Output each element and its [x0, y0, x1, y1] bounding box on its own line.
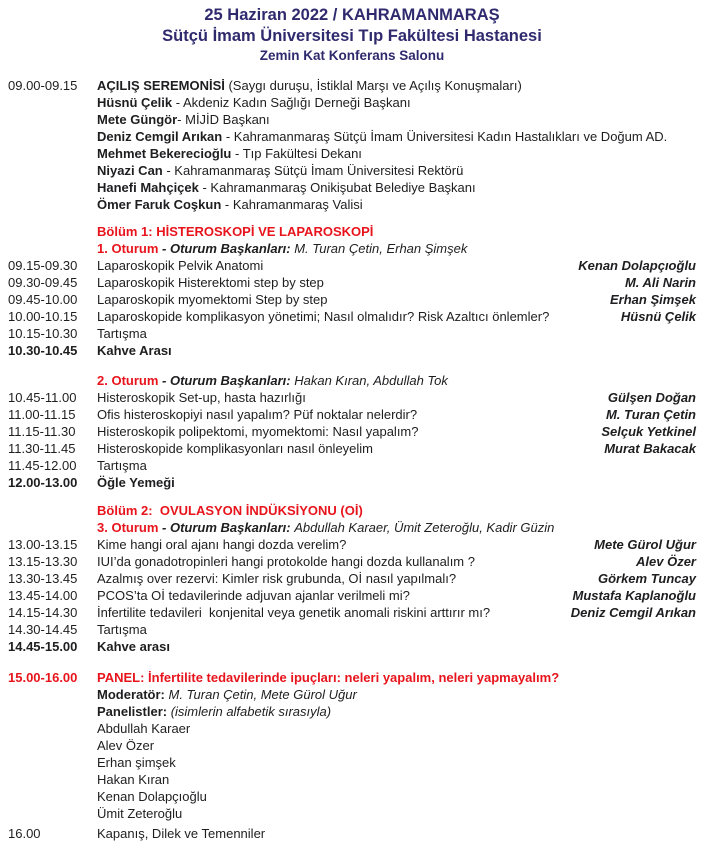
section-title: Bölüm 2: OVULASYON İNDÜKSİYONU (Oİ)	[97, 503, 363, 518]
moderator-line	[97, 686, 696, 703]
break-title: Kahve arası	[97, 639, 170, 654]
speaker-name: Mustafa Kaplanoğlu	[572, 588, 696, 603]
session-header-row	[8, 372, 696, 389]
break-title: Öğle Yemeği	[97, 475, 175, 490]
talk-title: Laparoskopik Histerektomi step by step	[97, 275, 324, 290]
program-row	[8, 94, 696, 111]
program-row	[8, 111, 696, 128]
talk-title: IUI’da gonadotropinleri hangi protokolde hangi dozda kullanalım ?	[97, 554, 475, 569]
time-slot: 11.45-12.00	[8, 458, 77, 473]
program-header	[8, 5, 696, 65]
talk-title: Azalmış over rezervi: Kimler risk grubunda, Oİ nasıl yapılmalı?	[97, 571, 457, 586]
time-slot: 09.45-10.00	[8, 292, 78, 307]
panel-header-row	[8, 669, 696, 686]
program-row	[8, 423, 696, 440]
session-chairs-label: - Oturum Başkanları:	[158, 520, 295, 535]
panelist-row	[8, 805, 696, 822]
time-slot: 12.00-13.00	[8, 475, 78, 490]
program-row	[8, 825, 696, 842]
opening-ceremony-block	[8, 77, 696, 213]
person-name: Mehmet Bekerecioğlu	[97, 146, 232, 161]
person-name: Hüsnü Çelik	[97, 95, 173, 110]
program-row	[8, 440, 696, 457]
time-slot: 13.45-14.00	[8, 588, 78, 603]
closing-block	[8, 825, 696, 842]
talk-title: İnfertilite tedavileri konjenital veya genetik anomali riskini arttırır mı?	[97, 605, 491, 620]
speaker-name: Murat Bakacak	[604, 441, 696, 456]
moderator-row	[8, 686, 696, 703]
person-line	[97, 111, 696, 128]
person-name: Mete Güngör	[97, 112, 178, 127]
speaker-name: M. Ali Narin	[624, 275, 696, 290]
person-role: - Akdeniz Kadın Sağlığı Derneği Başkanı	[172, 95, 411, 110]
time-slot: 13.00-13.15	[8, 537, 78, 552]
session-chairs: Hakan Kıran, Abdullah Tok	[294, 373, 448, 388]
person-line	[97, 94, 696, 111]
session-header	[97, 240, 696, 257]
talk-title: Ofis histeroskopiyi nasıl yapalım? Püf noktalar nelerdir?	[97, 407, 418, 422]
person-role: - Kahramanmaraş Onikişubat Belediye Başkanı	[198, 180, 476, 195]
panel-block	[8, 669, 696, 822]
person-role: - Kahramanmaraş Valisi	[221, 197, 363, 212]
panelists-line	[97, 703, 696, 720]
person-role: - Kahramanmaraş Sütçü İmam Üniversitesi Rektörü	[162, 163, 464, 178]
program-row	[8, 257, 696, 274]
talk-title: Laparoskopide komplikasyon yönetimi; Nasıl olmalıdır? Risk Azaltıcı önlemler?	[97, 309, 550, 324]
opening-ceremony-title: AÇILIŞ SEREMONİSİ	[97, 78, 225, 93]
program-row	[8, 179, 696, 196]
talk-title: Laparoskopik Pelvik Anatomi	[97, 258, 264, 273]
program-row	[8, 621, 696, 638]
panelists-header-row	[8, 703, 696, 720]
speaker-name: Hüsnü Çelik	[620, 309, 696, 324]
person-name: Hanefi Mahçiçek	[97, 180, 199, 195]
panelist-name: Alev Özer	[97, 738, 155, 753]
time-slot: 16.00	[8, 826, 41, 841]
program-row	[8, 406, 696, 423]
person-line	[97, 162, 696, 179]
time-slot: 14.15-14.30	[8, 605, 78, 620]
program-row	[8, 536, 696, 553]
break-row	[8, 638, 696, 655]
program-venue: Sütçü İmam Üniversitesi Tıp Fakültesi Hastanesi	[162, 27, 542, 45]
speaker-name: Selçuk Yetkinel	[601, 424, 696, 439]
session-label: 2. Oturum	[97, 373, 159, 388]
time-slot: 09.30-09.45	[8, 275, 78, 290]
person-name: Niyazi Can	[97, 163, 163, 178]
program-row	[8, 457, 696, 474]
moderator-label: Moderatör:	[97, 687, 169, 702]
program-row	[8, 145, 696, 162]
speaker-name: Erhan Şimşek	[610, 292, 696, 307]
person-line	[97, 196, 696, 213]
person-role: - Tıp Fakültesi Dekanı	[231, 146, 362, 161]
talk-title: Histeroskopik polipektomi, myomektomi: Nasıl yapalım?	[97, 424, 419, 439]
session-label: 1. Oturum	[97, 241, 159, 256]
program-row	[8, 587, 696, 604]
opening-ceremony-detail: (Saygı duruşu, İstiklal Marşı ve Açılış Konuşmaları)	[224, 78, 522, 93]
panelist-row	[8, 737, 696, 754]
time-slot: 11.00-11.15	[8, 407, 76, 422]
person-name: Ömer Faruk Coşkun	[97, 197, 222, 212]
program-row	[8, 604, 696, 621]
speaker-name: M. Turan Çetin	[605, 407, 696, 422]
time-slot: 15.00-16.00	[8, 670, 78, 685]
time-slot: 10.45-11.00	[8, 390, 77, 405]
panelist-name: Kenan Dolapçıoğlu	[97, 789, 207, 804]
panelist-name: Hakan Kıran	[97, 772, 170, 787]
time-slot: 14.45-15.00	[8, 639, 78, 654]
session-chairs-label: - Oturum Başkanları:	[158, 241, 295, 256]
session-chairs: Abdullah Karaer, Ümit Zeteroğlu, Kadir Güzin	[294, 520, 555, 535]
speaker-name: Gülşen Doğan	[607, 390, 696, 405]
talk-title: Tartışma	[97, 622, 147, 637]
time-slot: 09.00-09.15	[8, 78, 78, 93]
talk-title: Histeroskopide komplikasyonları nasıl önleyelim	[97, 441, 374, 456]
person-name: Deniz Cemgil Arıkan	[97, 129, 223, 144]
program-row	[8, 389, 696, 406]
person-line	[97, 179, 696, 196]
talk-title: Kime hangi oral ajanı hangi dozda verelim?	[97, 537, 347, 552]
program-row	[8, 162, 696, 179]
program-row	[8, 77, 696, 94]
program-row	[8, 570, 696, 587]
speaker-name: Alev Özer	[636, 554, 696, 569]
program-row	[8, 274, 696, 291]
session-header-row	[8, 519, 696, 536]
talk-title: Tartışma	[97, 458, 147, 473]
closing-title: Kapanış, Dilek ve Temenniler	[97, 826, 266, 841]
session-label: 3. Oturum	[97, 520, 159, 535]
break-title: Kahve Arası	[97, 343, 172, 358]
session2-block	[8, 372, 696, 491]
section-header-row	[8, 502, 696, 519]
speaker-name: Deniz Cemgil Arıkan	[570, 605, 696, 620]
program-date-location: 25 Haziran 2022 / KAHRAMANMARAŞ	[204, 6, 500, 24]
time-slot: 09.15-09.30	[8, 258, 78, 273]
part1-block	[8, 223, 696, 359]
person-role: - Kahramanmaraş Sütçü İmam Üniversitesi Kadın Hastalıkları ve Doğum AD.	[222, 129, 668, 144]
person-line	[97, 145, 696, 162]
panelist-row	[8, 754, 696, 771]
time-slot: 11.30-11.45	[8, 441, 76, 456]
panel-title: PANEL: İnfertilite tedavilerinde ipuçları: neleri yapalım, neleri yapmayalım?	[97, 670, 560, 685]
time-slot: 11.15-11.30	[8, 424, 76, 439]
part2-block	[8, 502, 696, 655]
talk-title: Histeroskopik Set-up, hasta hazırlığı	[97, 390, 306, 405]
session-header-row	[8, 240, 696, 257]
break-row	[8, 342, 696, 359]
time-slot: 13.30-13.45	[8, 571, 78, 586]
panelist-row	[8, 771, 696, 788]
session-chairs-label: - Oturum Başkanları:	[158, 373, 295, 388]
program-row	[8, 325, 696, 342]
person-role: - MİJİD Başkanı	[177, 112, 270, 127]
talk-title: PCOS’ta Oİ tedavilerinde adjuvan ajanlar verilmeli mi?	[97, 588, 410, 603]
program-row	[8, 291, 696, 308]
time-slot: 10.00-10.15	[8, 309, 78, 324]
panelist-row	[8, 720, 696, 737]
time-slot: 10.30-10.45	[8, 343, 78, 358]
session-header	[97, 519, 696, 536]
speaker-name: Kenan Dolapçıoğlu	[578, 258, 696, 273]
program-room: Zemin Kat Konferans Salonu	[259, 48, 445, 63]
time-slot: 14.30-14.45	[8, 622, 78, 637]
panelists-label: Panelistler:	[97, 704, 171, 719]
break-row	[8, 474, 696, 491]
session-header	[97, 372, 696, 389]
talk-title: Laparoskopik myomektomi Step by step	[97, 292, 328, 307]
section-header-row	[8, 223, 696, 240]
time-slot: 10.15-10.30	[8, 326, 78, 341]
panelist-name: Erhan şimşek	[97, 755, 176, 770]
speaker-name: Mete Gürol Uğur	[594, 537, 696, 552]
panelists-note: (isimlerin alfabetik sırasıyla)	[170, 704, 332, 719]
section-title: Bölüm 1: HİSTEROSKOPİ VE LAPAROSKOPİ	[97, 224, 374, 239]
panelist-row	[8, 788, 696, 805]
moderator-names: M. Turan Çetin, Mete Gürol Uğur	[168, 687, 357, 702]
person-line	[97, 128, 696, 145]
talk-title	[97, 77, 696, 94]
panelist-name: Ümit Zeteroğlu	[97, 806, 183, 821]
session-chairs: M. Turan Çetin, Erhan Şimşek	[294, 241, 468, 256]
program-row	[8, 128, 696, 145]
panelist-name: Abdullah Karaer	[97, 721, 191, 736]
time-slot: 13.15-13.30	[8, 554, 78, 569]
program-row	[8, 196, 696, 213]
program-row	[8, 553, 696, 570]
talk-title: Tartışma	[97, 326, 147, 341]
speaker-name: Görkem Tuncay	[597, 571, 696, 586]
program-row	[8, 308, 696, 325]
